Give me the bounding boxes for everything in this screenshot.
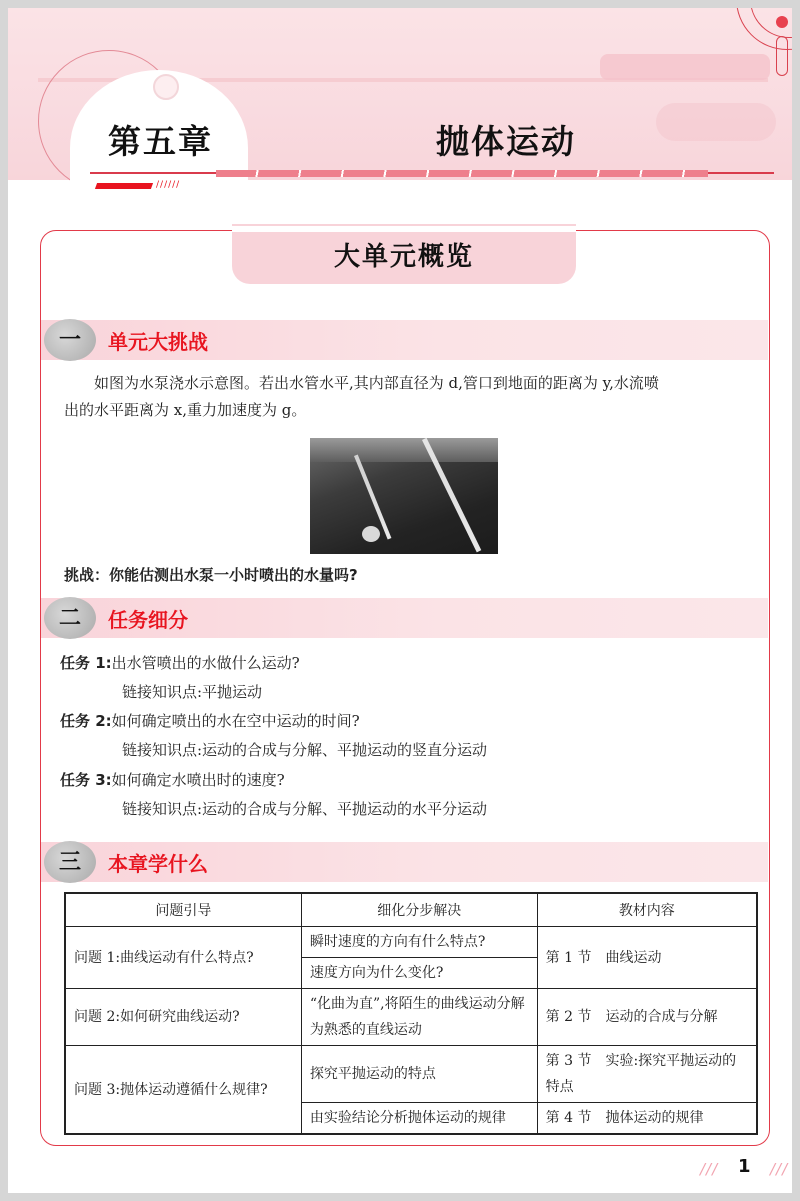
content-cell: 第 1 节 曲线运动 xyxy=(537,927,757,989)
task-text: 如何确定喷出的水在空中运动的时间? xyxy=(111,712,360,730)
red-tick-marks: ////// xyxy=(156,180,181,190)
column-header: 细化分步解决 xyxy=(301,893,537,927)
clip-icon xyxy=(776,36,788,76)
task-link: 链接知识点:运动的合成与分解、平抛运动的水平分运动 xyxy=(122,800,488,818)
section-title: 任务细分 xyxy=(108,608,188,632)
table-row xyxy=(65,989,757,1046)
task-link: 链接知识点:运动的合成与分解、平抛运动的竖直分运动 xyxy=(122,741,488,759)
intro-line-1: 如图为水泵浇水示意图。若出水管水平,其内部直径为 d,管口到地面的距离为 y,水流喷 xyxy=(94,374,659,392)
challenge-question: 挑战：你能估测出水泵一小时喷出的水量吗? xyxy=(64,566,358,584)
task-text: 出水管喷出的水做什么运动? xyxy=(111,654,300,672)
step-cell: “化曲为直”,将陌生的曲线运动分解为熟悉的直线运动 xyxy=(301,989,537,1046)
table-header-row xyxy=(65,893,757,927)
section-title: 单元大挑战 xyxy=(108,330,208,354)
task-label: 任务 3: xyxy=(60,771,112,789)
photo-sky xyxy=(310,438,498,462)
step-cell: 速度方向为什么变化? xyxy=(301,958,537,989)
challenge-intro xyxy=(64,370,764,424)
column-header: 问题引导 xyxy=(65,893,301,927)
table-row xyxy=(65,1046,757,1103)
section-number: 二 xyxy=(58,606,81,631)
water-pump-photo xyxy=(310,438,498,554)
task-item xyxy=(60,769,285,790)
question-cell: 问题 2:如何研究曲线运动? xyxy=(65,989,301,1046)
content-cell: 第 3 节 实验:探究平抛运动的特点 xyxy=(537,1046,757,1103)
paperclip-decoration-icon xyxy=(728,8,792,78)
bleed-through-pill xyxy=(656,103,776,141)
textbook-page xyxy=(8,8,792,1193)
intro-line-2: 出的水平距离为 x,重力加速度为 g。 xyxy=(64,401,307,419)
column-header: 教材内容 xyxy=(537,893,757,927)
header-rule xyxy=(90,172,220,174)
red-accent-bar xyxy=(95,183,153,189)
content-cell: 第 2 节 运动的合成与分解 xyxy=(537,989,757,1046)
question-cell: 问题 3:抛体运动遵循什么规律? xyxy=(65,1046,301,1135)
section-number: 三 xyxy=(58,850,81,875)
content-cell: 第 4 节 抛体运动的规律 xyxy=(537,1103,757,1135)
badge-hole-icon xyxy=(153,74,179,100)
task-item xyxy=(60,710,360,731)
header-rule xyxy=(708,172,774,174)
section-number: 一 xyxy=(58,328,81,353)
footer-slash-decoration: /// xyxy=(770,1160,789,1178)
chapter-label: 第五章 xyxy=(108,122,213,161)
footer-slash-decoration: /// xyxy=(700,1160,719,1178)
task-item xyxy=(60,652,300,673)
task-label: 任务 1: xyxy=(60,654,112,672)
header-dashed-rule xyxy=(216,170,708,177)
page-number: 1 xyxy=(738,1156,751,1177)
pin-dot-icon xyxy=(776,16,788,28)
step-cell: 探究平抛运动的特点 xyxy=(301,1046,537,1103)
task-text: 如何确定水喷出时的速度? xyxy=(111,771,285,789)
overview-title: 大单元概览 xyxy=(333,242,474,272)
task-link: 链接知识点:平抛运动 xyxy=(122,683,263,701)
tab-mask xyxy=(232,226,576,232)
task-label: 任务 2: xyxy=(60,712,112,730)
chapter-plan-table xyxy=(64,892,758,1135)
question-cell: 问题 1:曲线运动有什么特点? xyxy=(65,927,301,989)
step-cell: 由实验结论分析抛体运动的规律 xyxy=(301,1103,537,1135)
section-title: 本章学什么 xyxy=(108,852,208,876)
table-row xyxy=(65,927,757,958)
step-cell: 瞬时速度的方向有什么特点? xyxy=(301,927,537,958)
chapter-title: 抛体运动 xyxy=(436,122,576,161)
pump-head xyxy=(362,526,380,542)
